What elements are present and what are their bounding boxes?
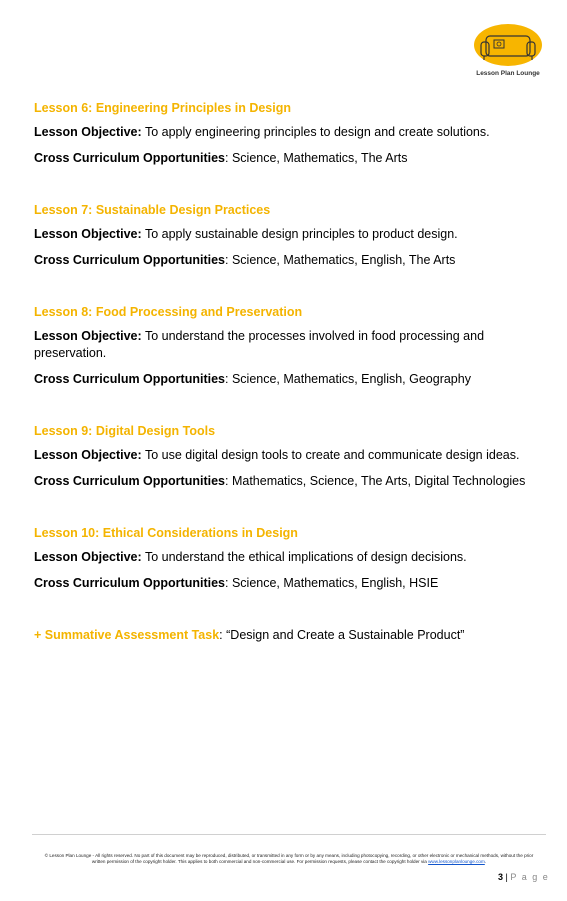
lesson-9 xyxy=(34,424,534,499)
cross-curriculum: Cross Curriculum Opportunities: Science, Mathematics, English, Geography xyxy=(34,372,471,386)
lesson-title: Lesson 10: Ethical Considerations in Design xyxy=(34,526,298,540)
lesson-objective: Lesson Objective: To use digital design tools to create and communicate design ideas. xyxy=(34,448,520,462)
cross-curriculum: Cross Curriculum Opportunities: Science, Mathematics, English, HSIE xyxy=(34,576,439,590)
sofa-logo-icon xyxy=(472,22,544,70)
page-number: 3 | P a g e xyxy=(498,872,550,882)
lesson-title: Lesson 8: Food Processing and Preservation xyxy=(34,305,303,319)
footer-copyright: © Lesson Plan Lounge - All rights reserved. No part of this document may be reproduced, distributed, or transmitted in any form or by any means, including photocopying, recording, or other electronic or mechanical methods, without the prior written permission of the copyright holder. This applies to both commercial and non-commercial use. For permission requests, please contact the copyright holder via www.lessonplanlounge.com. xyxy=(44,853,534,864)
lesson-objective: Lesson Objective: To apply engineering principles to design and create solutions. xyxy=(34,125,490,139)
lesson-8 xyxy=(34,305,534,397)
logo-text: Lesson Plan Lounge xyxy=(476,70,540,77)
lesson-title: Lesson 9: Digital Design Tools xyxy=(34,424,216,438)
footer-website-link[interactable]: www.lessonplanlounge.com xyxy=(428,859,485,864)
cross-curriculum: Cross Curriculum Opportunities: Mathematics, Science, The Arts, Digital Technologies xyxy=(34,474,526,488)
summative-label: + Summative Assessment Task xyxy=(34,628,220,642)
lesson-10 xyxy=(34,526,534,601)
summative-assessment: + Summative Assessment Task: “Design and Create a Sustainable Product” xyxy=(34,628,465,642)
cross-curriculum: Cross Curriculum Opportunities: Science, Mathematics, The Arts xyxy=(34,151,408,165)
lesson-objective: Lesson Objective: To understand the processes involved in food processing and preservation. xyxy=(34,329,485,360)
lesson-objective: Lesson Objective: To apply sustainable design principles to product design. xyxy=(34,227,458,241)
footer-divider xyxy=(32,834,546,835)
cross-curriculum: Cross Curriculum Opportunities: Science, Mathematics, English, The Arts xyxy=(34,253,456,267)
lesson-title: Lesson 6: Engineering Principles in Design xyxy=(34,101,292,115)
lesson-title: Lesson 7: Sustainable Design Practices xyxy=(34,203,271,217)
summative-text: “Design and Create a Sustainable Product” xyxy=(226,628,465,642)
brand-logo xyxy=(472,22,544,82)
lesson-7 xyxy=(34,203,534,278)
lesson-6 xyxy=(34,101,534,176)
lesson-objective: Lesson Objective: To understand the ethical implications of design decisions. xyxy=(34,550,467,564)
